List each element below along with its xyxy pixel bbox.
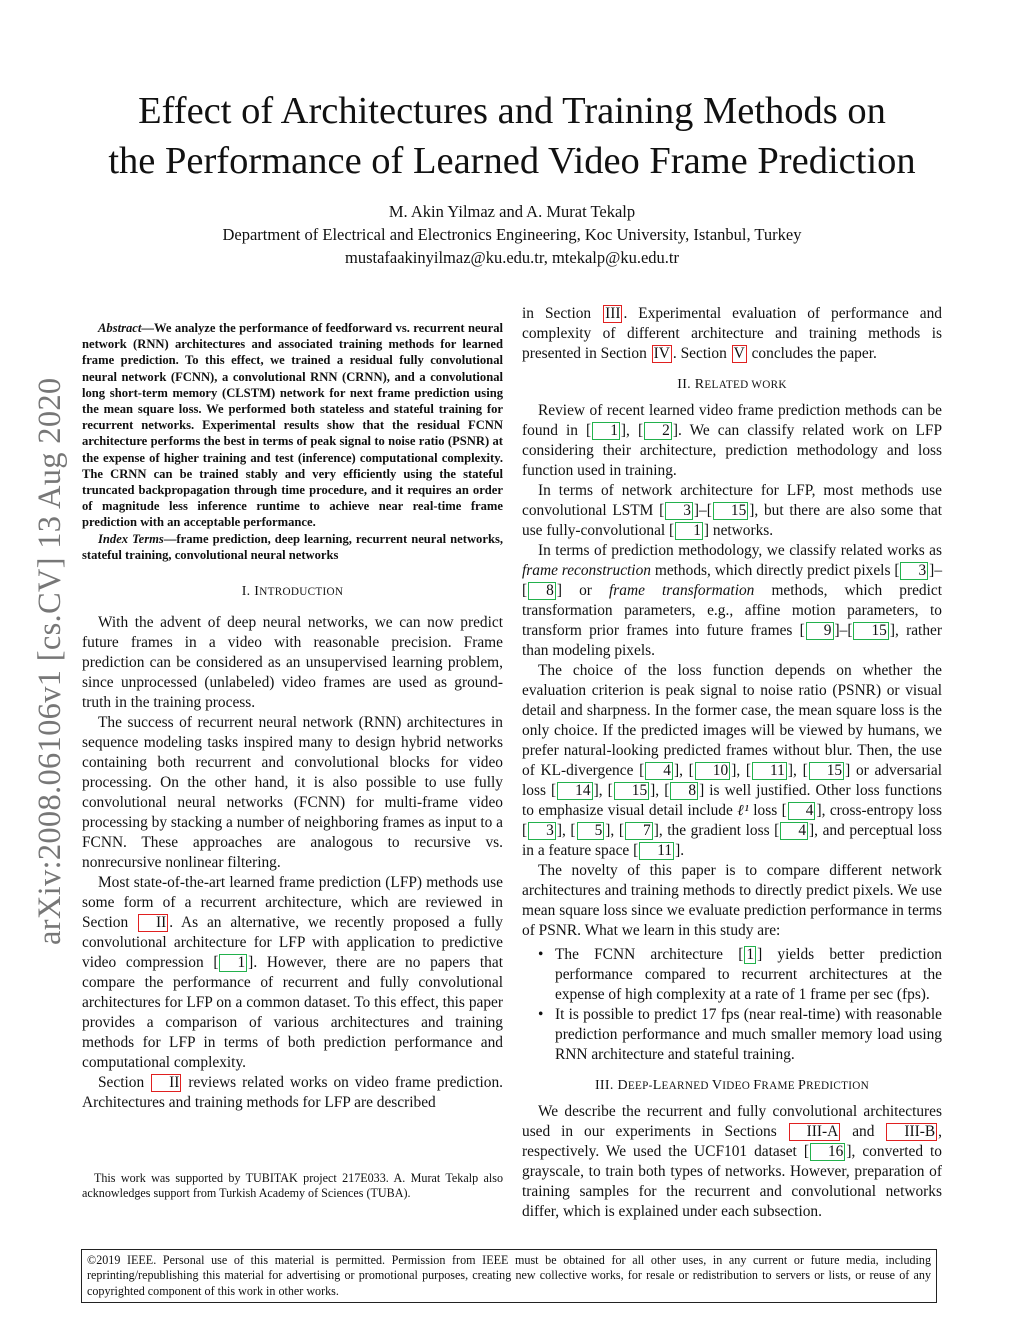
citation-link[interactable]: 4 [788,802,816,820]
citation-link[interactable]: 15 [614,782,649,800]
citation-link[interactable]: 5 [577,822,605,840]
related-paragraph-5: The novelty of this paper is to compare different network architectures and training methods to directly predict pixels. We use mean square loss since we evaluate prediction performance in terms of PSNR. What we learn in this study are: [522,862,942,939]
arxiv-identifier: arXiv:2008.06106v1 [cs.CV] 13 Aug 2020 [32,377,68,945]
left-column [82,320,503,1113]
abstract-label: Abstract [98,321,142,335]
related-paragraph-3: In terms of prediction methodology, we classify related works as frame reconstruction methods, which directly predict pixels [ 3 ]–[ 8 ] or frame transformation methods, which predict transformation parameters, e.g., affine motion parameters, to transform prior frames into future frames [ 9 ]–[ 15 ], rather than modeling pixels. [522,542,943,659]
citation-link[interactable]: 8 [528,582,556,600]
authors: M. Akin Yilmaz and A. Murat Tekalp [388,202,636,221]
citation-link[interactable]: 4 [780,822,808,840]
intro-paragraph-2: The success of recurrent neural network (RNN) architectures in sequence modeling tasks inspired many to design hybrid networks containing both recurrent and convolutional blocks for video processing. On the other hand, it is also possible to use fully convolutional neural networks (FCNN) for multi-frame video processing by stacking a number of neighboring frames as input to a FCNN. These approaches are analogous to recursive vs. nonrecursive nonlinear filtering. [82,714,504,872]
title-line-2: the Performance of Learned Video Frame Prediction [108,140,916,182]
bullet-icon: • [538,1006,544,1023]
section-heading-introduction: I. INTRODUCTION [241,584,344,600]
abstract [82,320,503,563]
paper-title [60,86,964,186]
findings-list [522,945,942,1065]
abstract-text: We analyze the performance of feedforward vs. recurrent neural network (RNN) architectures and associated training methods for learned frame prediction. To this effect, we trained a residual fully convolutional neural network (FCNN), a convolutional RNN (CRNN), and a convolutional long short-term memory (CLSTM) network for next frame prediction using the mean square loss. We performed both stateless and stateful training for recurrent networks. Experimental results show that the residual FCNN architecture performs the best in terms of peak signal to noise ratio (PSNR) at the expense of higher training and test (inference) computational complexity. The CRNN can be trained stably and very efficiently using the stateful truncated backpropagation through time procedure, and it requires an order of magnitude less inference runtime to achieve near real-time frame prediction with an acceptable performance. [82,321,503,530]
title-line-1: Effect of Architectures and Training Methods on [138,90,886,132]
abstract-dash: — [141,321,154,335]
section-link[interactable]: IV [653,345,670,362]
citation-link[interactable]: 1 [746,946,755,963]
citation-link[interactable]: 15 [713,502,748,520]
list-item: • It is possible to predict 17 fps (near real-time) with reasonable prediction performance and much smaller memory load using RNN architecture and stateful training. [538,1006,942,1063]
citation-link[interactable]: 1 [592,422,620,440]
list-item: • The FCNN architecture [ 1 ] yields better prediction performance compared to recurrent architectures at the expense of high complexity at a rate of 1 frame per sec (fps). [538,946,942,1003]
citation-link[interactable]: 3 [900,562,928,580]
related-paragraph-4: The choice of the loss function depends on whether the evaluation criterion is peak signal to noise ratio (PSNR) or visual detail and sharpness. In the former case, the mean square loss is the only choice. If the predicted images will be viewed by humans, we prefer natural-looking predicted frames without blur. Then, the use of KL-divergence [ 4 ], [ 10 ], [ 11 ], [ 15 ] or adversarial loss [ 14 ], [ 15 ], [ 8 ] is well justified. Other loss functions to emphasize visual detail include ℓ¹ loss [ 4 ], cross-entropy loss [ 3 ], [ 5 ], [ 7 ], the gradient loss [ 4 ], and perceptual loss in a feature space [ 11 ]. [522,662,942,859]
intro-paragraph-1: With the advent of deep neural networks, we can now predict future frames in a video with reasonable precision. Frame prediction can be considered as an unsupervised learning problem, since unprocessed (unlabeled) video frames are used as ground-truth in the training process. [82,614,503,712]
section-link[interactable]: II [138,914,168,932]
bullet-icon: • [538,946,544,963]
citation-link[interactable]: 8 [670,782,698,800]
affiliation: Department of Electrical and Electronics Engineering, Koc University, Istanbul, Turkey [222,225,802,244]
citation-link[interactable]: 1 [219,954,247,972]
section-link[interactable]: V [733,345,745,362]
index-terms-text: frame prediction, deep learning, recurrent neural networks, stateful training, convolutional neural networks [82,531,503,562]
citation-link[interactable]: 11 [639,842,674,860]
citation-link[interactable]: 14 [557,782,592,800]
citation-link[interactable]: 15 [809,762,844,780]
citation-link[interactable]: 9 [806,622,834,640]
author-emails: mustafaakinyilmaz@ku.edu.tr, mtekalp@ku.edu.tr [345,248,679,267]
right-column [522,304,942,1222]
citation-link[interactable]: 1 [675,522,703,540]
copyright-notice: ©2019 IEEE. Personal use of this material is permitted. Permission from IEEE must be obtained for all other uses, in any current or future media, including reprinting/republishing this material for advertising or promotional purposes, creating new collective works, for resale or redistribution to servers or lists, or reuse of any copyrighted component of this work in other works. [81,1249,937,1303]
intro-paragraph-4-continued: in Section III . Experimental evaluation of performance and complexity of different architecture and training methods is presented in Section IV . Section V concludes the paper. [522,305,942,362]
funding-footnote: This work was supported by TUBITAK project 217E033. A. Murat Tekalp also acknowledges support from Turkish Academy of Sciences (TUBA). [82,1171,503,1200]
index-terms-label: Index Terms [98,531,164,546]
citation-link[interactable]: 2 [644,422,672,440]
related-paragraph-1: Review of recent learned video frame prediction methods can be found in [ 1 ], [ 2 ]. We can classify related work on LFP considering their architecture, prediction methodology and loss function used in training. [522,402,942,479]
deep-paragraph-1: We describe the recurrent and fully convolutional architectures used in our experiments in Sections III-A and III-B , respectively. We used the UCF101 dataset [ 16 ], converted to grayscale, to train both types of networks. However, preparation of training samples for the recurrent and convolutional networks differ, which is explained under each subsection. [522,1103,942,1220]
citation-link[interactable]: 3 [528,822,556,840]
section-heading-related-work: II. RELATED WORK [677,377,787,392]
index-terms-dash: — [163,531,177,546]
section-link[interactable]: III-B [886,1123,937,1141]
citation-link[interactable]: 10 [695,762,730,780]
related-paragraph-2: In terms of network architecture for LFP, most methods use convolutional LSTM [ 3 ]–[ 15 ], but there are also some that use fully-convolutional [ 1 ] networks. [522,482,942,539]
intro-paragraph-4: Section II reviews related works on video frame prediction. Architectures and training methods for LFP are described [82,1074,503,1112]
citation-link[interactable]: 7 [625,822,653,840]
citation-link[interactable]: 15 [853,622,888,640]
section-heading-deep-learned: III. DEEP-LEARNED VIDEO FRAME PREDICTION [594,1078,870,1093]
section-link[interactable]: III-A [789,1123,841,1141]
section-link[interactable]: III [605,305,621,322]
intro-paragraph-3: Most state-of-the-art learned frame prediction (LFP) methods use some form of a recurrent architecture, which are reviewed in Section II . As an alternative, we recently proposed a fully convolutional architecture for LFP with application to predictive video compression [ 1 ]. However, there are no papers that compare the performance of recurrent and fully convolutional architectures for LFP on a common dataset. To this effect, this paper provides a comparison of various architectures and training methods for LFP in terms of both prediction performance and computational complexity. [82,874,504,1072]
citation-link[interactable]: 16 [810,1143,845,1161]
citation-link[interactable]: 3 [665,502,693,520]
citation-link[interactable]: 4 [645,762,673,780]
citation-link[interactable]: 11 [752,762,787,780]
section-link[interactable]: II [151,1074,181,1092]
